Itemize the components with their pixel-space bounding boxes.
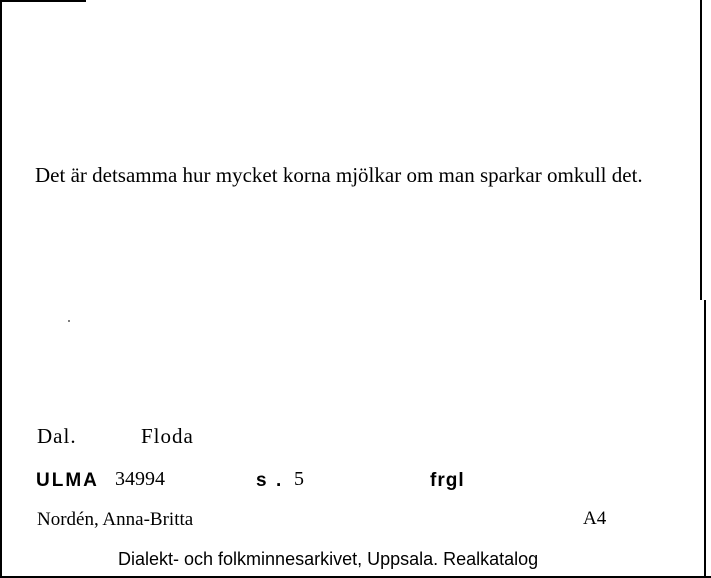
format-label: A4 [583, 508, 607, 529]
accession-number: 34994 [115, 468, 165, 490]
card-border-left [0, 0, 2, 578]
parish-label: Floda [141, 424, 194, 448]
scan-speck [68, 320, 70, 322]
card-border-right-lower [704, 300, 706, 578]
category-code: frgl [430, 470, 465, 491]
archive-label: ULMA [36, 470, 99, 491]
region-label: Dal. [37, 424, 77, 448]
page-label-dot: . [276, 470, 282, 491]
recorder-name: Nordén, Anna-Britta [37, 509, 194, 530]
card-border-top [0, 0, 86, 2]
page-number: 5 [294, 468, 304, 490]
page-label: s [256, 470, 267, 491]
archive-footer: Dialekt- och folkminnesarkivet, Uppsala. Realkatalog [118, 549, 539, 569]
card-border-right [700, 0, 702, 300]
proverb-text: Det är detsamma hur mycket korna mjölkar om man sparkar omkull det. [35, 163, 643, 187]
